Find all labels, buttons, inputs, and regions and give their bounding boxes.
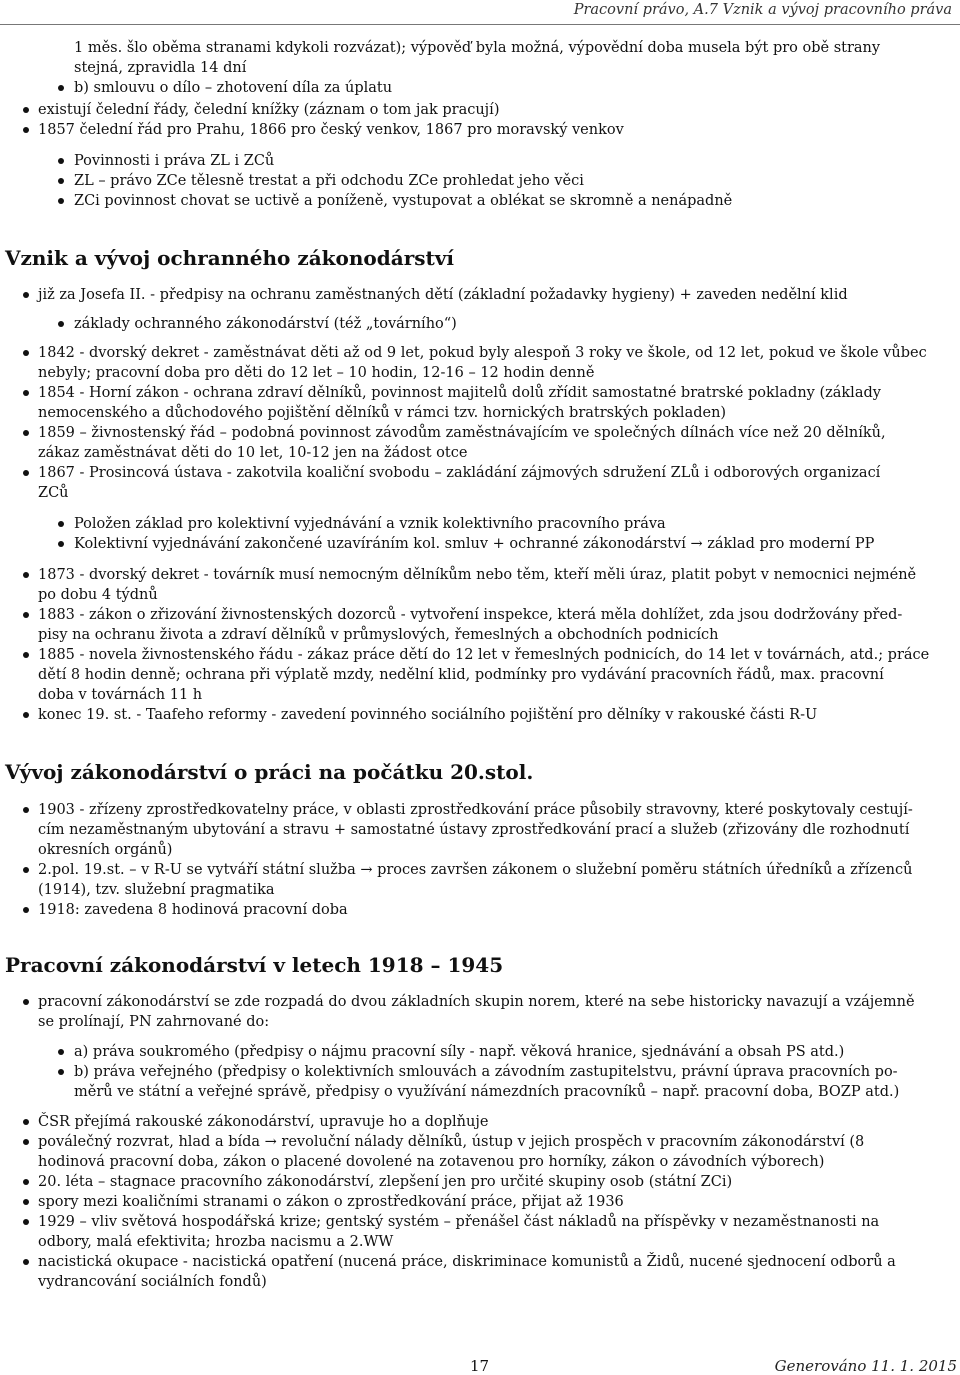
list-item: 1873 - dvorský dekret - továrník musí nemocným dělníkům nebo těm, kteří měli úraz, platit pobyt v nemocnici nejméně [0, 565, 960, 585]
list-item: konec 19. st. - Taafeho reformy - zavedení povinného sociálního pojištění pro dělníky v rakouské části R-U [0, 705, 960, 725]
list-item: 1885 - novela živnostenského řádu - zákaz práce dětí do 12 let v řemeslných podnicích, do 14 let v továrnách, atd.; práce [0, 645, 960, 665]
generated-date: Generováno 11. 1. 2015 [774, 1357, 957, 1375]
list-item: již za Josefa II. - předpisy na ochranu zaměstnaných dětí (základní požadavky hygieny) + zaveden nedělní klid [0, 285, 960, 305]
list-item: ZCi povinnost chovat se uctivě a poníženě, vystupovat a oblékat se skromně a nenápadně [0, 191, 960, 211]
list-item: 1854 - Horní zákon - ochrana zdraví dělníků, povinnost majitelů dolů zřídit samostatné bratrské pokladny (základy [0, 383, 960, 403]
list-item-continuation: hodinová pracovní doba, zákon o placené dovolené na zotavenou pro horníky, zákon o závodních výborech) [38, 1154, 825, 1170]
bullet-icon [23, 127, 29, 133]
list-item: 1918: zavedena 8 hodinová pracovní doba [0, 900, 960, 920]
list-item-continuation: cím nezaměstnaným ubytování a stravu + samostatné ústavy zprostředkování prací a služeb (zřizovány dle rozhodnutí [38, 822, 910, 838]
bullet-icon [58, 85, 64, 91]
list-item-continuation: doba v továrnách 11 h [38, 687, 203, 703]
list-item: základy ochranného zákonodárství (též „továrního“) [0, 314, 960, 334]
page-content [0, 38, 960, 1292]
list-item-continuation: okresních orgánů) [38, 842, 173, 858]
list-item-continuation: dětí 8 hodin denně; ochrana při výplatě mzdy, nedělní klid, podmínky pro vydávání pracovních řádů, max. pracovní [38, 667, 884, 683]
bullet-icon [23, 470, 29, 476]
bullet-icon [23, 652, 29, 658]
bullet-icon [23, 612, 29, 618]
bullet-icon [58, 541, 64, 547]
intro-line: 1 měs. šlo oběma stranami kdykoli rozvázat); výpověď byla možná, výpovědní doba musela být pro obě strany [74, 40, 881, 56]
bullet-icon [23, 430, 29, 436]
list-item: spory mezi koaličními stranami o zákon o zprostředkování práce, přijat až 1936 [0, 1192, 960, 1212]
list-item: nacistická okupace - nacistická opatření (nucená práce, diskriminace komunistů a Židů, nucené sjednocení odborů a [0, 1252, 960, 1272]
list-item: 1867 - Prosincová ústava - zakotvila koaliční svobodu – zakládání zájmových sdružení ZLů i odborových organizací [0, 463, 960, 483]
bullet-icon [23, 1179, 29, 1185]
list-item: 1929 – vliv světová hospodářská krize; gentský systém – přenášel část nákladů na příspěvky v nezaměstnanosti na [0, 1212, 960, 1232]
list-item-continuation: po dobu 4 týdnů [38, 587, 158, 603]
page-number: 17 [470, 1357, 490, 1375]
bullet-icon [23, 907, 29, 913]
bullet-icon [58, 1049, 64, 1055]
bullet-icon [58, 198, 64, 204]
list-item-continuation: nemocenského a důchodového pojištění dělníků v rámci tzv. hornických bratrských pokladen) [38, 405, 727, 421]
list-item-continuation: odbory, malá efektivita; hrozba nacismu a 2.WW [38, 1234, 394, 1250]
list-item-continuation: nebyly; pracovní doba pro děti do 12 let – 10 hodin, 12-16 – 12 hodin denně [38, 365, 595, 381]
bullet-icon [23, 1199, 29, 1205]
list-item: 2.pol. 19.st. – v R-U se vytváří státní služba → proces završen zákonem o služební poměru státních úředníků a zřízenců [0, 860, 960, 880]
bullet-icon [58, 321, 64, 327]
list-item: b) smlouvu o dílo – zhotovení díla za úplatu [0, 78, 960, 98]
bullet-icon [23, 1119, 29, 1125]
bullet-icon [23, 712, 29, 718]
running-header: Pracovní právo, A.7 Vznik a vývoj pracovního práva [573, 2, 952, 18]
list-item: existují čelední řády, čelední knížky (záznam o tom jak pracují) [0, 100, 960, 120]
list-item-continuation: ZCů [38, 485, 69, 501]
bullet-icon [23, 1219, 29, 1225]
list-item: Povinnosti i práva ZL i ZCů [0, 151, 960, 171]
list-item: b) práva veřejného (předpisy o kolektivních smlouvách a závodním zastupitelstvu, právní úprava pracovních po- [0, 1062, 960, 1082]
list-item-continuation: (1914), tzv. služební pragmatika [38, 882, 275, 898]
list-item: poválečný rozvrat, hlad a bída → revoluční nálady dělníků, ústup v jejich prospěch v pracovním zákonodárství (8 [0, 1132, 960, 1152]
section-heading: Vývoj zákonodárství o práci na počátku 20.stol. [5, 760, 534, 784]
bullet-icon [23, 292, 29, 298]
list-item: 1857 čelední řád pro Prahu, 1866 pro český venkov, 1867 pro moravský venkov [0, 120, 960, 140]
bullet-icon [58, 521, 64, 527]
section-heading: Pracovní zákonodárství v letech 1918 – 1945 [5, 953, 504, 977]
list-item: 1842 - dvorský dekret - zaměstnávat děti až od 9 let, pokud byly alespoň 3 roky ve škole, od 12 let, pokud ve škole vůbec [0, 343, 960, 363]
bullet-icon [23, 867, 29, 873]
intro-line: stejná, zpravidla 14 dní [74, 60, 247, 76]
list-item-continuation: měrů ve státní a veřejné správě, předpisy o využívání námezdních pracovníků – např. pracovní doba, BOZP atd.) [74, 1084, 900, 1100]
list-item-continuation: zákaz zaměstnávat děti do 10 let, 10-12 jen na žádost otce [38, 445, 468, 461]
list-item: 1883 - zákon o zřizování živnostenských dozorců - vytvoření inspekce, která měla dohlížet, zda jsou dodržovány před- [0, 605, 960, 625]
list-item: 1859 – živnostenský řád – podobná povinnost závodům zaměstnávajícím ve společných dílnách více než 20 dělníků, [0, 423, 960, 443]
bullet-icon [23, 1139, 29, 1145]
bullet-icon [23, 107, 29, 113]
list-item: ZL – právo ZCe tělesně trestat a při odchodu ZCe prohledat jeho věci [0, 171, 960, 191]
list-item: Položen základ pro kolektivní vyjednávání a vznik kolektivního pracovního práva [0, 514, 960, 534]
header-rule [0, 24, 960, 25]
list-item: 20. léta – stagnace pracovního zákonodárství, zlepšení jen pro určité skupiny osob (státní ZCi) [0, 1172, 960, 1192]
list-item: pracovní zákonodárství se zde rozpadá do dvou základních skupin norem, které na sebe historicky navazují a vzájemně [0, 992, 960, 1012]
bullet-icon [23, 1259, 29, 1265]
bullet-icon [23, 350, 29, 356]
bullet-icon [58, 1069, 64, 1075]
bullet-icon [23, 807, 29, 813]
list-item: a) práva soukromého (předpisy o nájmu pracovní síly - např. věková hranice, sjednávání a obsah PS atd.) [0, 1042, 960, 1062]
section-heading: Vznik a vývoj ochranného zákonodárství [5, 246, 454, 270]
list-item: 1903 - zřízeny zprostředkovatelny práce, v oblasti zprostředkování práce působily stravovny, které poskytovaly cestují- [0, 800, 960, 820]
bullet-icon [23, 572, 29, 578]
list-item-continuation: vydrancování sociálních fondů) [38, 1274, 267, 1290]
list-item: Kolektivní vyjednávání zakončené uzavíráním kol. smluv + ochranné zákonodárství → základ pro moderní PP [0, 534, 960, 554]
bullet-icon [23, 390, 29, 396]
bullet-icon [23, 999, 29, 1005]
bullet-icon [58, 158, 64, 164]
list-item: ČSR přejímá rakouské zákonodárství, upravuje ho a doplňuje [0, 1112, 960, 1132]
bullet-icon [58, 178, 64, 184]
list-item-continuation: se prolínají, PN zahrnované do: [38, 1014, 270, 1030]
list-item-continuation: pisy na ochranu života a zdraví dělníků v průmyslových, řemeslných a obchodních podnicích [38, 627, 719, 643]
